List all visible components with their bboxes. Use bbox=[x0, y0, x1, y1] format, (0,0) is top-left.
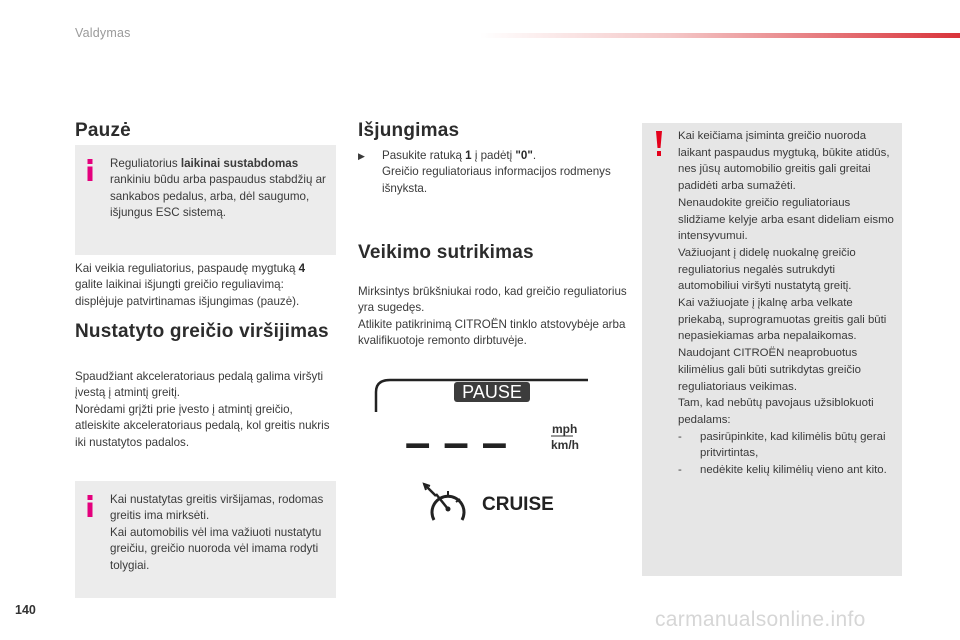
overspeed-info-line-1: Kai nustatytas greitis viršijamas, rodomas greitis ima mirksėti. bbox=[110, 493, 324, 523]
warning-text bbox=[678, 128, 896, 479]
page-number: 140 bbox=[15, 603, 36, 617]
warning-paragraph-2: Nenaudokite greičio reguliatoriaus slidžiame kelyje arba esant dideliam eismo intensyvumui. bbox=[678, 196, 894, 243]
pause-paragraph: Kai veikia reguliatorius, paspaudę mygtuką 4 galite laikinai išjungti greičio reguliavimą: displėjuje patvirtinamas išjungimas (pauzė). bbox=[75, 262, 306, 308]
speedometer-icon bbox=[424, 484, 464, 520]
malfunction-text-1: Mirksintys brūkšniukai rodo, kad greičio reguliatorius yra sugedęs. bbox=[358, 285, 627, 315]
info-icon bbox=[83, 158, 97, 182]
overspeed-info-text bbox=[110, 492, 328, 574]
switch-off-step-result: Greičio reguliatoriaus informacijos rodmenys išnyksta. bbox=[382, 165, 611, 195]
malfunction-text-2: Atlikite patikrinimą CITROËN tinklo atstovybėje arba kvalifikuotoje remonto dirbtuvėje. bbox=[358, 317, 626, 348]
exclamation-icon bbox=[654, 131, 664, 157]
warning-paragraph-5: Naudojant CITROËN neaprobuotus kilimėlius gali būti sutrikdytas greičio reguliatoriaus veikimas. bbox=[678, 347, 861, 393]
switch-off-step bbox=[358, 148, 628, 197]
overspeed-info-line-2: Kai automobilis vėl ima važiuoti nustatytu greičiu, greičio nuoroda vėl imama rodyti tolygiai. bbox=[110, 525, 322, 572]
overspeed-heading: Nustatyto greičio viršijimas bbox=[75, 321, 329, 342]
arrow-bullet-icon: ▶ bbox=[358, 151, 365, 161]
warning-paragraph-4: Kai važiuojate į įkalnę arba velkate priekabą, suprogramuotas greitis gali būti nepasiekiamas arba nepalaikomas. bbox=[678, 297, 887, 343]
unit-kmh: km/h bbox=[551, 438, 580, 452]
warning-list-item: - pasirūpinkite, kad kilimėlis būtų gerai pritvirtintas, bbox=[678, 430, 886, 460]
warning-list-item: - nedėkite kelių kilimėlių vieno ant kito. bbox=[678, 464, 887, 477]
section-label: Valdymas bbox=[75, 26, 131, 40]
malfunction-heading: Veikimo sutrikimas bbox=[358, 242, 534, 263]
overspeed-paragraph bbox=[75, 369, 331, 451]
overspeed-text-1: Spaudžiant akceleratoriaus pedalą galima viršyti įvestą į atmintį greitį. bbox=[75, 370, 324, 400]
pause-info-note bbox=[75, 145, 336, 255]
overspeed-text-2: Norėdami grįžti prie įvesto į atmintį greičio, atleiskite akceleratoriaus pedalą, kol greitis nukris iki nustatytos padalos. bbox=[75, 402, 330, 449]
info-icon bbox=[83, 494, 97, 518]
unit-mph: mph bbox=[552, 422, 578, 436]
warning-paragraph-6: Tam, kad nebūtų pavojaus užsiblokuoti pedalams: bbox=[678, 397, 874, 426]
switch-off-heading: Išjungimas bbox=[358, 120, 460, 141]
cruise-label: CRUISE bbox=[482, 494, 554, 515]
warning-paragraph-3: Važiuojant į didelę nuokalnę greičio reguliatorius negalės sutrukdyti automobiliui viršyti nustatytą greitį. bbox=[678, 246, 856, 293]
warning-paragraph-1: Kai keičiama įsiminta greičio nuoroda laikant paspaudus mygtuką, būkite atidūs, nes jūsų automobilio greitis gali greitai padidėti arba sumažėti. bbox=[678, 130, 890, 193]
cruise-display-illustration bbox=[360, 370, 594, 533]
pause-info-text: Reguliatorius laikinai sustabdomas rankiniu būdu arba paspaudus stabdžių ar sankabos pedalus, arba, dėl saugumo, išjungus ESC sistemą. bbox=[110, 157, 326, 220]
switch-off-step-text: Pasukite ratuką 1 į padėtį "0". bbox=[382, 149, 537, 162]
warning-note bbox=[642, 123, 902, 576]
watermark: carmanualsonline.info bbox=[655, 608, 866, 631]
speed-dashes: – – – bbox=[404, 416, 508, 468]
pause-label: PAUSE bbox=[462, 382, 522, 402]
pause-heading: Pauzė bbox=[75, 120, 131, 141]
malfunction-paragraph bbox=[358, 284, 628, 350]
header-accent-bar bbox=[480, 33, 960, 38]
overspeed-info-note bbox=[75, 481, 336, 598]
